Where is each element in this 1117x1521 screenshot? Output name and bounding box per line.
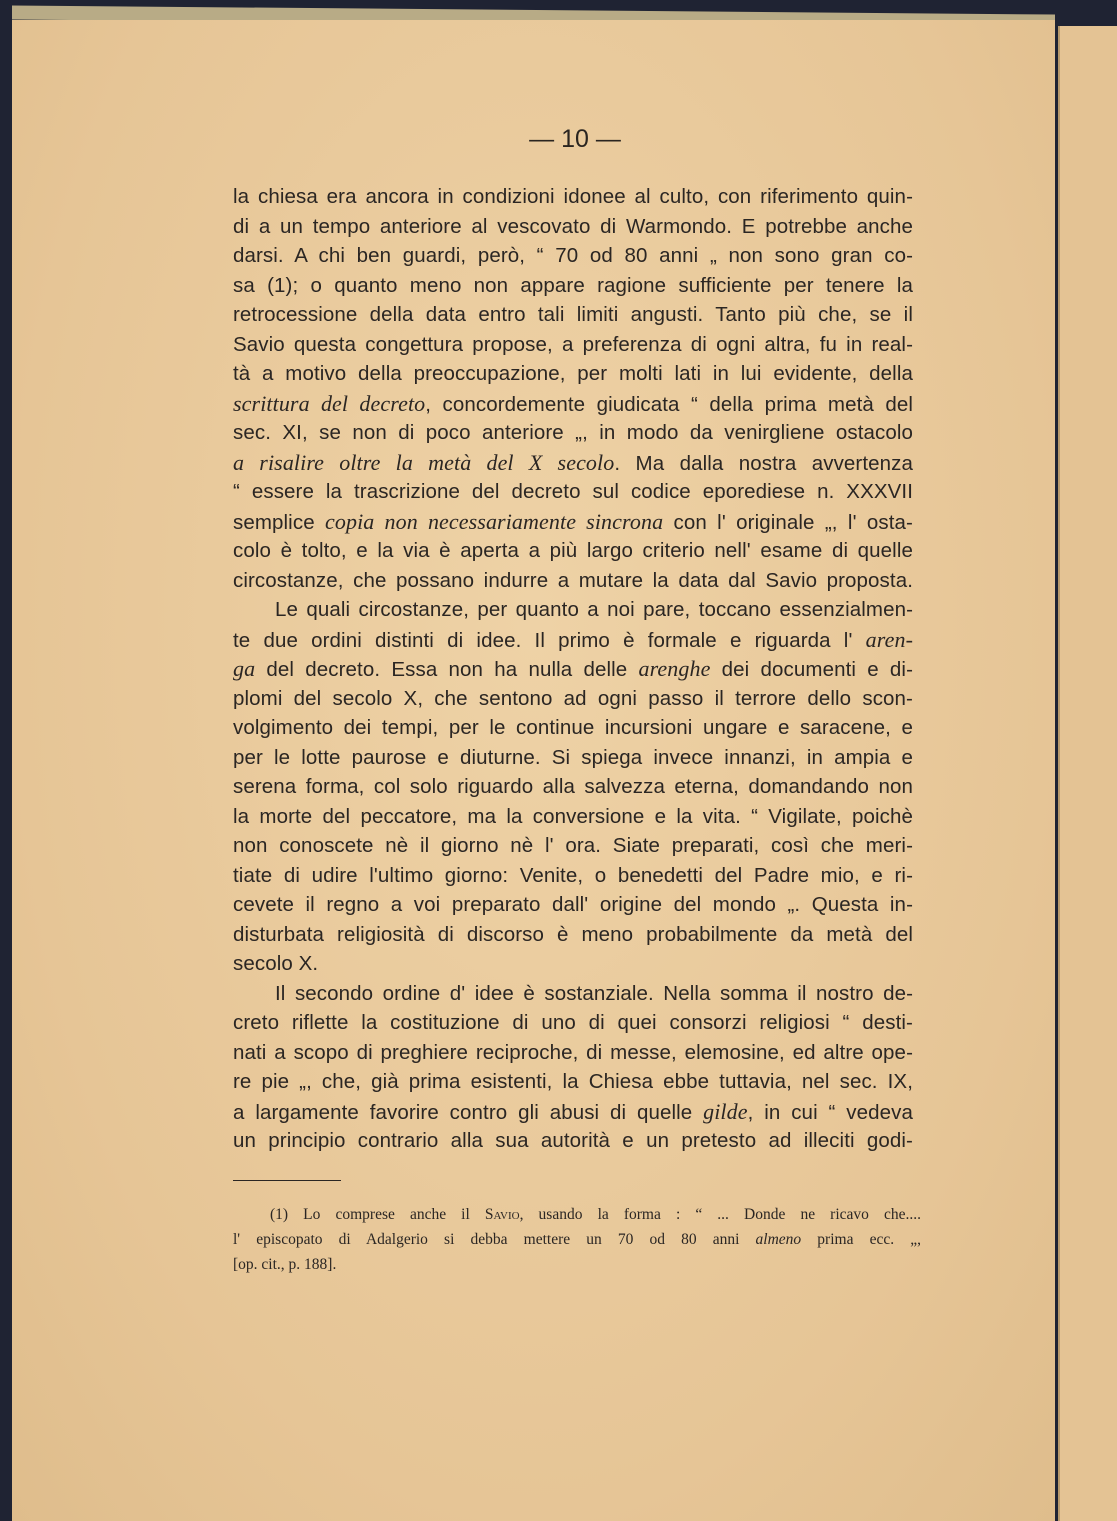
italic-text: aren-: [865, 626, 913, 652]
italic-text: arenghe: [638, 656, 711, 681]
text-line: [233, 979, 913, 1009]
text-line: [233, 359, 913, 389]
text-segment: . Ma dalla nostra avvertenza: [614, 451, 913, 475]
text-line: [233, 684, 913, 714]
text-line: [233, 654, 913, 684]
text-line: [233, 300, 913, 330]
text-segment: disturbata religiosità di discorso è meno probabilmente da metà del: [233, 922, 913, 946]
text-line: [233, 1067, 913, 1097]
italic-text: ga: [233, 656, 256, 681]
adjacent-page-edge: [1058, 26, 1117, 1521]
text-segment: semplice: [233, 510, 326, 534]
text-line: [233, 418, 913, 448]
italic-text: a risalire oltre la metà del X secolo: [233, 449, 615, 475]
text-line: [233, 182, 913, 212]
text-line: [233, 890, 913, 920]
text-segment: , concordemente giudicata “ della prima metà del: [425, 392, 914, 416]
text-segment: retrocessione della data entro tali limiti angusti. Tanto più che, se il: [233, 303, 913, 326]
text-segment: sec. XI, se non di poco anteriore „, in modo da venirgliene ostacolo: [233, 421, 913, 444]
text-segment: tiate di udire l'ultimo giorno: Venite, o benedetti del Padre mio, e ri-: [233, 863, 913, 887]
text-line: [233, 831, 913, 861]
text-segment: , in cui “ vedeva: [747, 1100, 913, 1124]
text-line: [233, 625, 913, 655]
text-segment: con l' originale „, l' osta-: [663, 510, 913, 534]
text-segment: la morte del peccatore, ma la conversione e la vita. “ Vigilate, poichè: [233, 804, 913, 828]
footnote-line: [233, 1202, 921, 1227]
text-line: [233, 477, 913, 507]
text-segment: sa (1); o quanto meno non appare ragione sufficiente per tenere la: [233, 273, 913, 297]
italic-text: copia non necessariamente sincrona: [325, 508, 664, 534]
text-line: [233, 772, 913, 802]
text-line: [233, 1038, 913, 1068]
text-line: [233, 949, 913, 979]
text-line: [233, 1126, 913, 1156]
text-line: [233, 448, 913, 478]
text-segment: Le quali circostanze, per quanto a noi pare, toccano essenzialmen-: [275, 598, 913, 621]
text-line: [233, 536, 913, 566]
text-segment: non conoscete nè il giorno nè l' ora. Siate preparati, così che meri-: [233, 834, 913, 857]
text-segment: [op. cit., p. 188].: [233, 1256, 337, 1273]
text-segment: , usando la forma : “ ... Donde ne ricavo che....: [519, 1206, 921, 1223]
page-number: — 10 —: [529, 125, 621, 153]
text-segment: colo è tolto, e la via è aperta a più largo criterio nell' esame di quelle: [233, 539, 913, 562]
text-segment: dei documenti e di-: [710, 658, 914, 681]
text-line: [233, 566, 913, 596]
text-line: [233, 595, 913, 625]
text-line: [233, 861, 913, 891]
text-segment: nati a scopo di preghiere reciproche, di messe, elemosine, ed altre ope-: [233, 1040, 913, 1064]
text-segment: prima ecc. „,: [801, 1231, 921, 1248]
footnotes: [233, 1202, 921, 1277]
text-line: [233, 920, 913, 950]
footnote-line: [233, 1227, 921, 1252]
text-segment: creto riflette la costituzione di uno di quei consorzi religiosi “ desti-: [233, 1011, 913, 1034]
text-line: [233, 330, 913, 360]
footnote-separator: [233, 1180, 341, 1181]
text-segment: serena forma, col solo riguardo alla salvezza eterna, domandando non: [233, 775, 913, 798]
italic-text: gilde: [703, 1098, 748, 1124]
text-segment: volgimento dei tempi, per le continue incursioni ungare e saracene, e: [233, 716, 913, 739]
text-segment: “ essere la trascrizione del decreto sul codice eporediese n. XXXVII: [233, 480, 913, 503]
text-line: [233, 713, 913, 743]
main-text: [233, 182, 913, 1156]
text-segment: Savio questa congettura propose, a preferenza di ogni altra, fu in real-: [233, 332, 913, 356]
text-segment: Savio: [484, 1206, 520, 1223]
text-segment: tà a motivo della preoccupazione, per molti lati in lui evidente, della: [233, 362, 913, 385]
text-segment: di a un tempo anteriore al vescovato di Warmondo. E potrebbe anche: [233, 214, 913, 238]
text-line: [233, 1097, 913, 1127]
text-segment: la chiesa era ancora in condizioni idonee al culto, con riferimento quin-: [233, 185, 913, 208]
text-segment: circostanze, che possano indurre a mutare la data dal Savio proposta.: [233, 568, 913, 592]
text-line: [233, 802, 913, 832]
text-segment: re pie „, che, già prima esistenti, la Chiesa ebbe tuttavia, nel sec. IX,: [233, 1070, 913, 1093]
text-segment: Il secondo ordine d' idee è sostanziale. Nella somma il nostro de-: [275, 981, 913, 1005]
text-segment: plomi del secolo X, che sentono ad ogni passo il terrore dello scon-: [233, 686, 913, 710]
text-segment: cevete il regno a voi preparato dall' origine del mondo „. Questa in-: [233, 893, 913, 916]
text-segment: del decreto. Essa non ha nulla delle: [255, 658, 639, 681]
text-segment: per le lotte paurose e diuturne. Si spiega invece innanzi, in ampia e: [233, 745, 913, 769]
text-line: [233, 743, 913, 773]
text-segment: a largamente favorire contro gli abusi di quelle: [233, 1100, 704, 1124]
italic-text: scrittura del decreto: [233, 390, 426, 416]
text-segment: secolo X.: [233, 952, 319, 975]
text-segment: (1) Lo comprese anche il: [270, 1206, 485, 1223]
italic-text: almeno: [755, 1231, 802, 1248]
text-segment: un principio contrario alla sua autorità e un pretesto ad illeciti godi-: [233, 1129, 913, 1152]
text-segment: te due ordini distinti di idee. Il primo è formale e riguarda l': [233, 628, 866, 652]
text-line: [233, 241, 913, 271]
text-segment: darsi. A chi ben guardi, però, “ 70 od 80 anni „ non sono gran co-: [233, 244, 913, 267]
text-line: [233, 507, 913, 537]
text-line: [233, 271, 913, 301]
text-segment: l' episcopato di Adalgerio si debba mettere un 70 od 80 anni: [233, 1231, 756, 1248]
text-line: [233, 1008, 913, 1038]
text-line: [233, 389, 913, 419]
footnote-line: [233, 1252, 921, 1277]
text-line: [233, 212, 913, 242]
